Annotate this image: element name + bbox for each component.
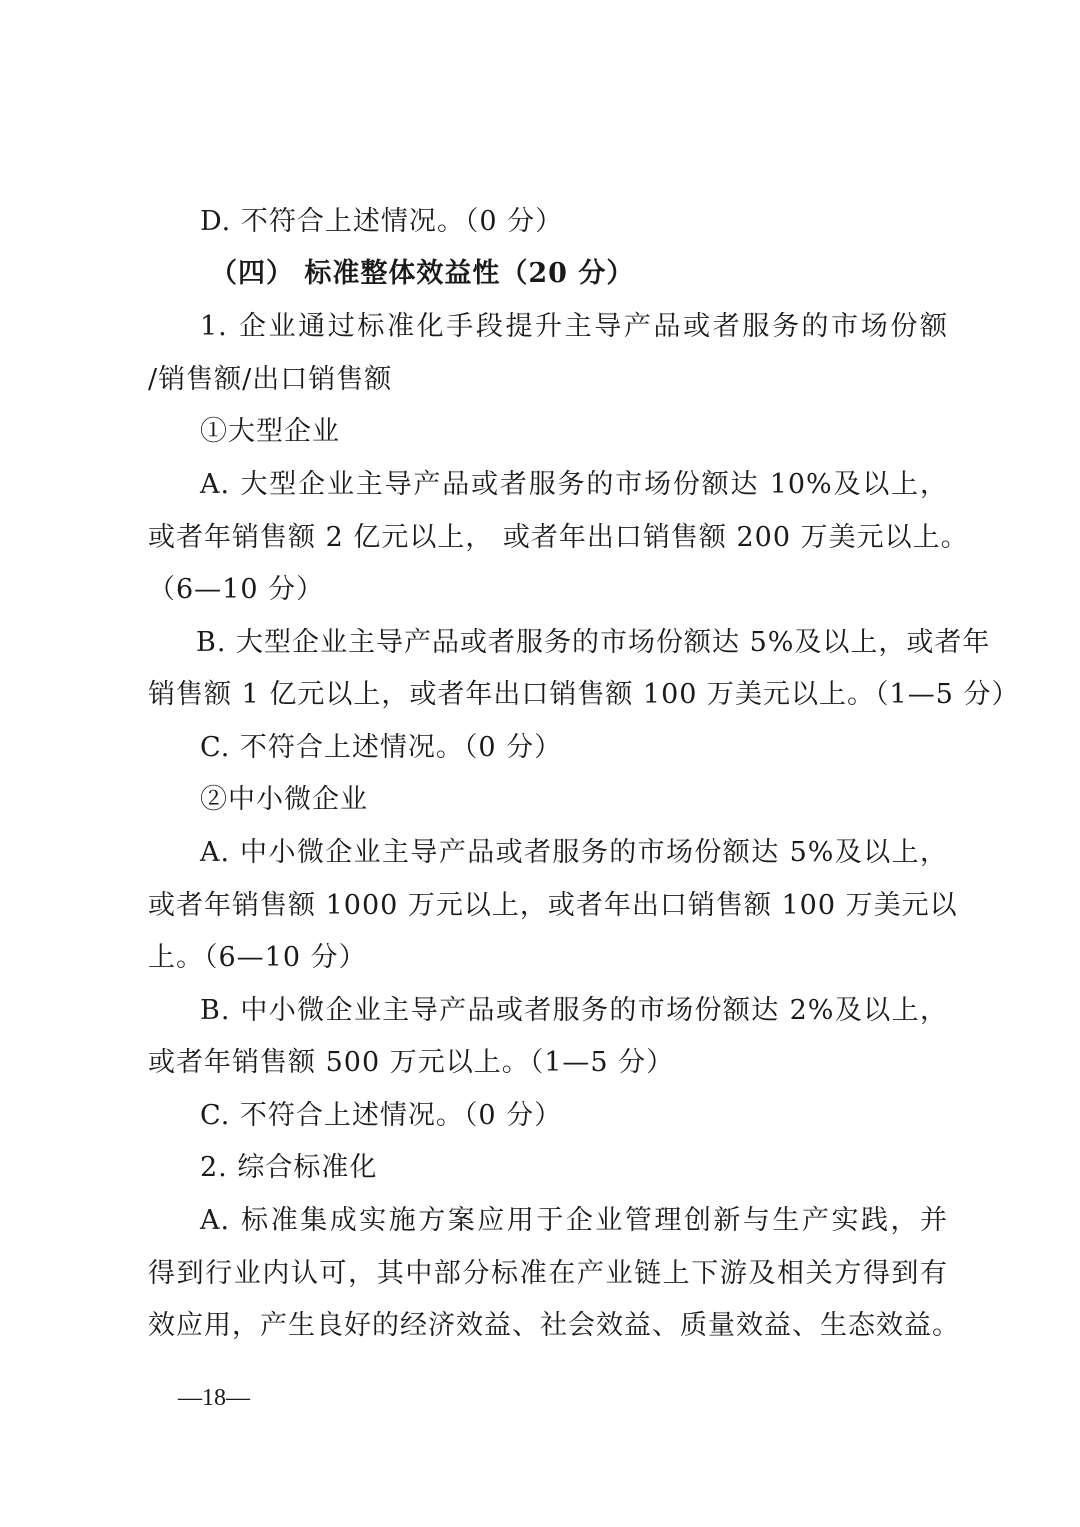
large-option-b-line2: 销售额 1 亿元以上，或者年出口销售额 100 万美元以上。（1—5 分） xyxy=(148,679,1020,710)
smb-option-a-line1: A. 中小微企业主导产品或者服务的市场份额达 5%及以上， xyxy=(200,837,948,868)
smb-option-b-line1: B. 中小微企业主导产品或者服务的市场份额达 2%及以上， xyxy=(200,995,948,1026)
item-2-option-a-line3: 效应用，产生良好的经济效益、社会效益、质量效益、生态效益。 xyxy=(148,1310,960,1341)
item-2-option-a-line2: 得到行业内认可，其中部分标准在产业链上下游及相关方得到有 xyxy=(148,1258,948,1289)
large-option-a-line1: A. 大型企业主导产品或者服务的市场份额达 10%及以上， xyxy=(200,469,948,500)
large-option-b-line1: B. 大型企业主导产品或者服务的市场份额达 5%及以上，或者年 xyxy=(196,627,991,658)
smb-option-c: C. 不符合上述情况。（0 分） xyxy=(200,1100,563,1131)
item-1-heading: 1. 企业通过标准化手段提升主导产品或者服务的市场份额 xyxy=(200,311,948,342)
page-number: —18— xyxy=(178,1385,250,1411)
item-1-heading-cont: /销售额/出口销售额 xyxy=(148,364,393,395)
large-option-c: C. 不符合上述情况。（0 分） xyxy=(200,732,563,763)
large-option-a-line3: （6—10 分） xyxy=(148,574,325,605)
option-d-text: D. 不符合上述情况。（0 分） xyxy=(200,206,564,237)
section-heading-4: （四） 标准整体效益性（20 分） xyxy=(210,258,635,289)
subheading-smb: ②中小微企业 xyxy=(200,784,368,815)
item-2-option-a-line1: A. 标准集成实施方案应用于企业管理创新与生产实践，并 xyxy=(200,1205,948,1236)
large-option-a-line2: 或者年销售额 2 亿元以上， 或者年出口销售额 200 万美元以上。 xyxy=(148,522,969,553)
smb-option-a-line3: 上。（6—10 分） xyxy=(148,942,367,973)
smb-option-a-line2: 或者年销售额 1000 万元以上，或者年出口销售额 100 万美元以 xyxy=(148,890,958,921)
subheading-large-enterprise: ①大型企业 xyxy=(200,416,340,447)
item-2-heading: 2. 综合标准化 xyxy=(200,1152,378,1183)
smb-option-b-line2: 或者年销售额 500 万元以上。（1—5 分） xyxy=(148,1047,675,1078)
